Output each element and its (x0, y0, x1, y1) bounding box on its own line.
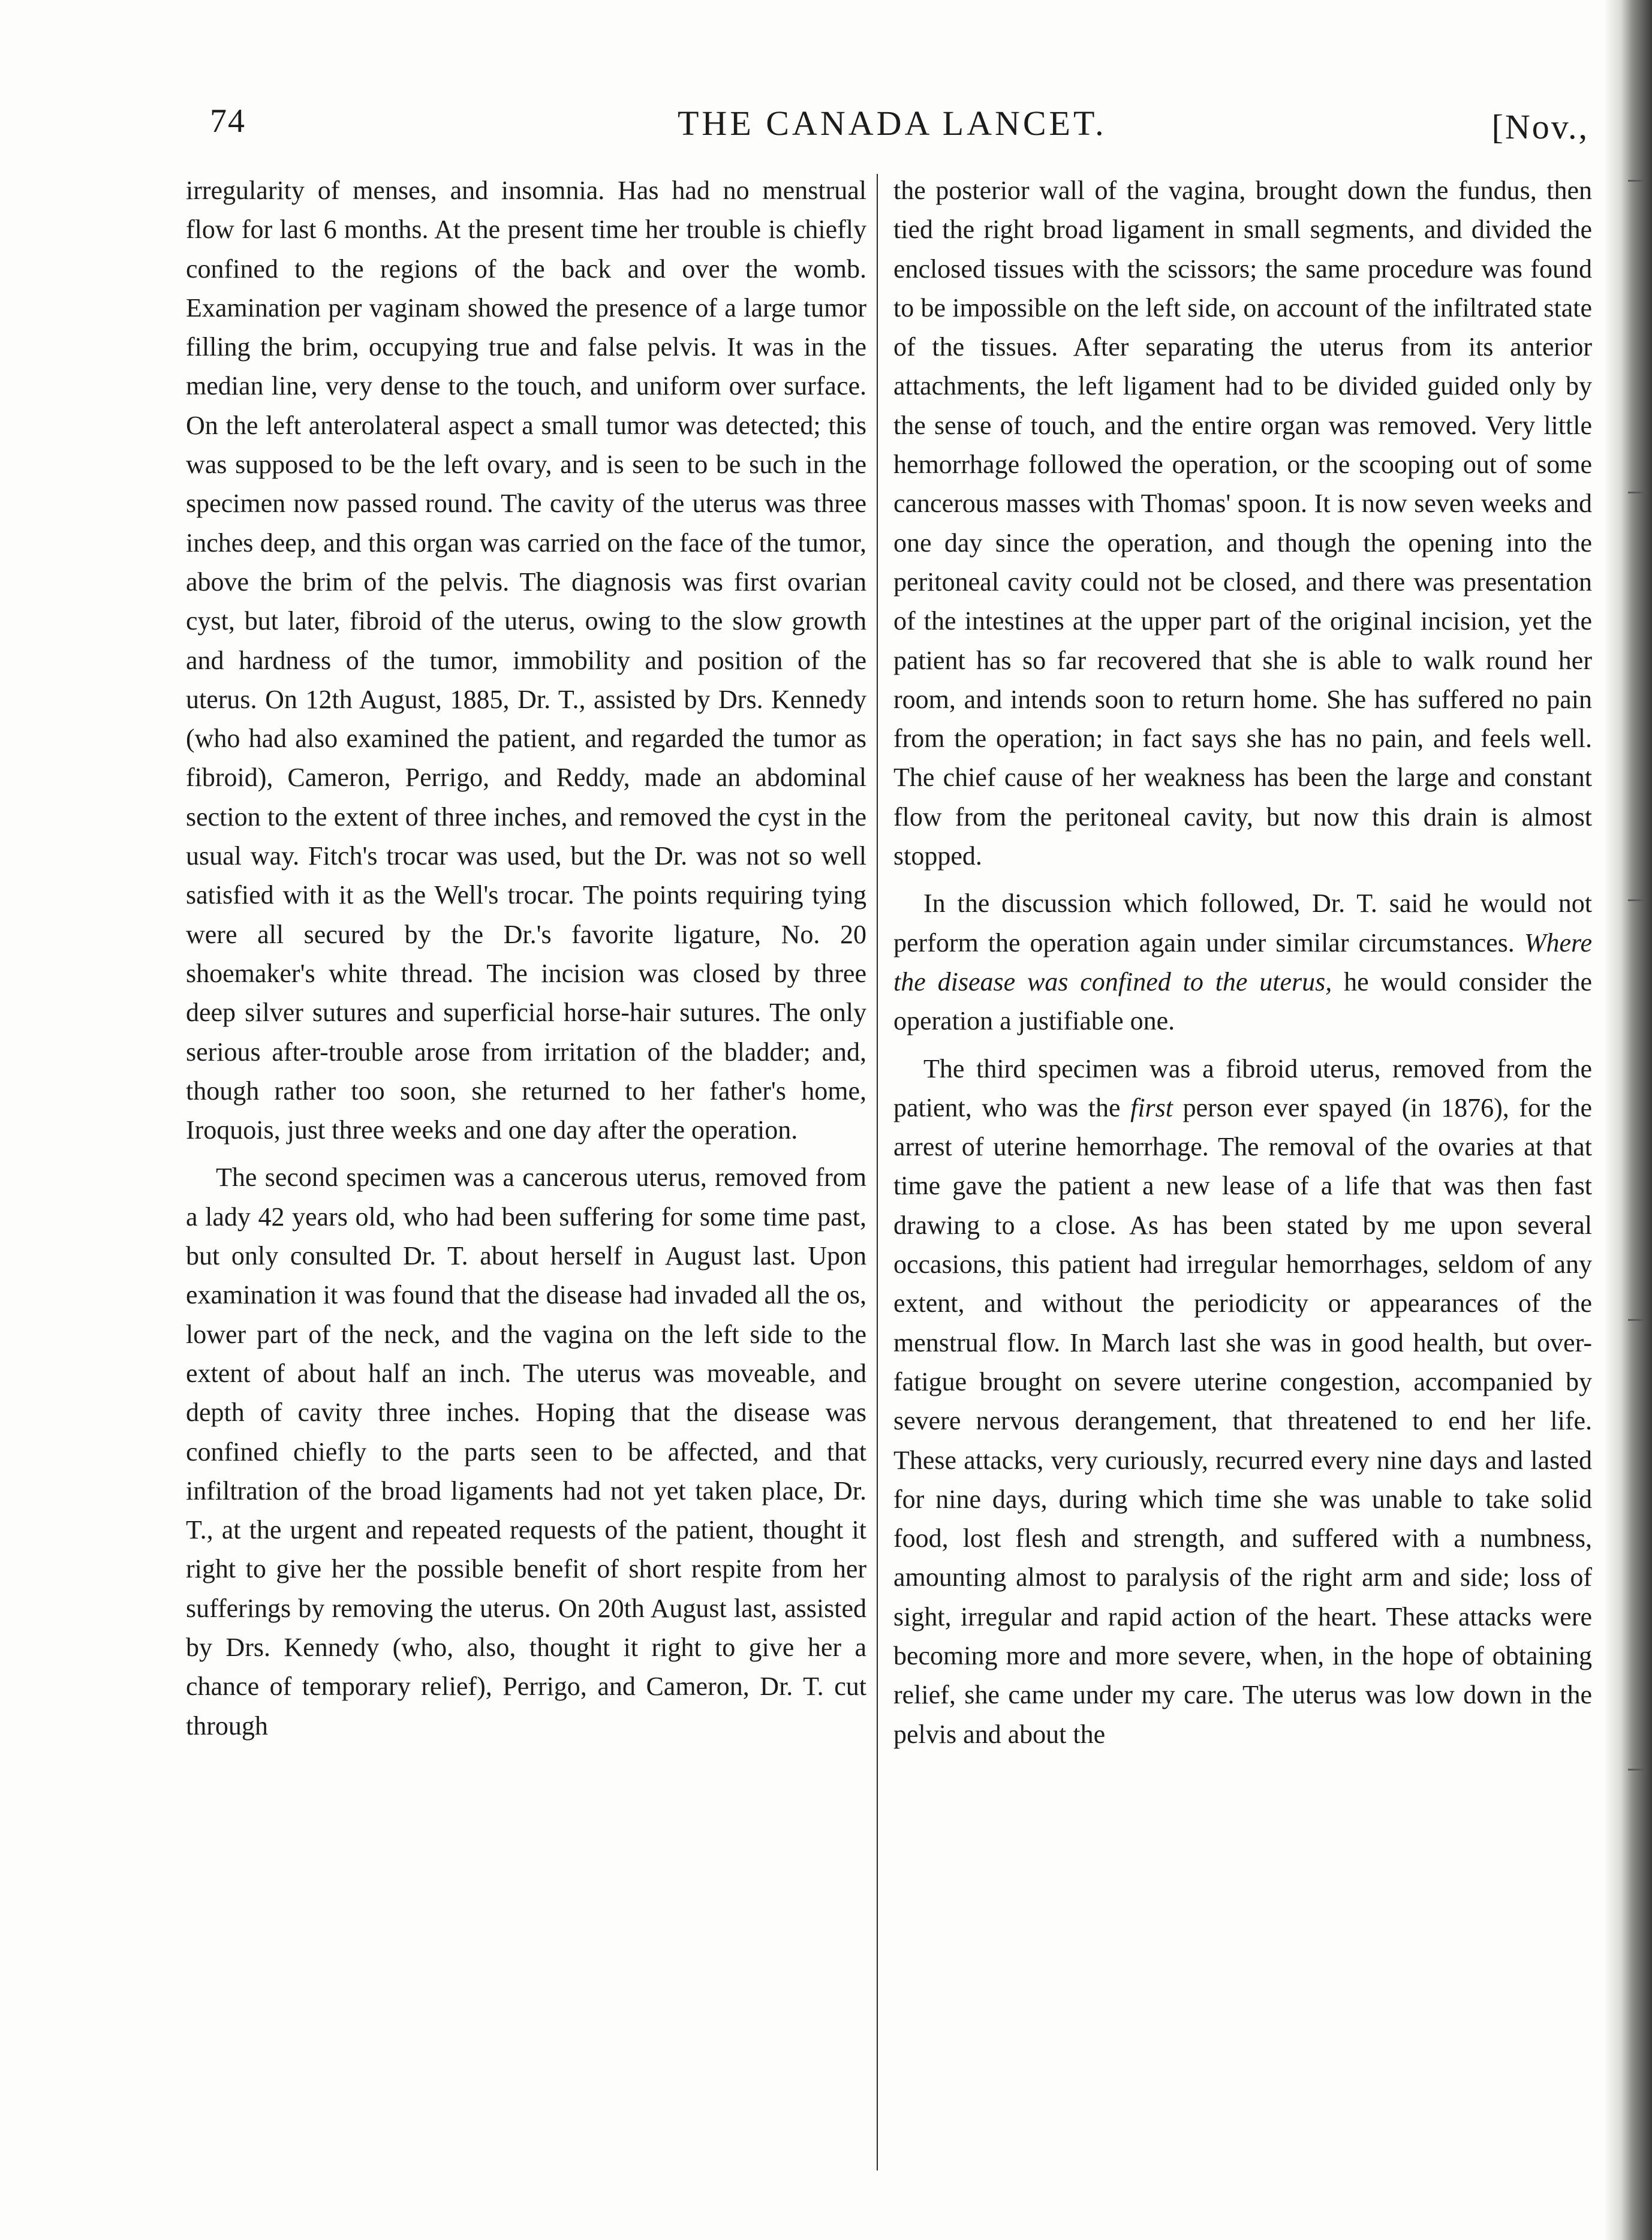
right-paragraph-3 (893, 1049, 1592, 1754)
edge-mark (1628, 492, 1646, 493)
edge-mark (1628, 899, 1646, 901)
paragraph-text: The third specimen was a fibroid uterus, removed from the patient, who was the (893, 1053, 1592, 1122)
right-paragraph-2 (893, 884, 1592, 1040)
edge-mark (1628, 1319, 1646, 1321)
edge-mark (1628, 1769, 1646, 1771)
issue-month: [Nov., (1491, 107, 1589, 146)
paragraph-text: In the discussion which followed, Dr. T. said he would not perform the operation again under similar circumstances. (893, 889, 1592, 958)
paragraph-text: person ever spayed (in 1876), for the arrest of uterine hemorrhage. The removal of the ovaries at that time gave the patient a new lease of a life that was then fast drawing to a close. As has been stated by me upon several occasions, this patient had irregular hemorrhages, seldom of any extent, and without the periodicity or appearances of the menstrual flow. In March last she was in good health, but over-fatigue brought on severe uterine congestion, accompanied by severe nervous derangement, that threatened to end her life. These attacks, very curiously, recurred every nine days and lasted for nine days, during which time she was unable to take solid food, lost flesh and strength, and suffered with a numbness, amounting almost to paralysis of the right arm and side; loss of sight, irregular and rapid action of the heart. These attacks were becoming more and more severe, when, in the hope of obtaining relief, she came under my care. The uterus was low down in the pelvis and about the (893, 1092, 1592, 1749)
right-paragraph-1: the posterior wall of the vagina, brought down the fundus, then tied the right broad ligament in small segments, and divided the enclosed tissues with the scissors; the same procedure was found to be impossible on the left side, on account of the infiltrated state of the tissues. After separating the uterus from its anterior attachments, the left ligament had to be divided guided only by the sense of touch, and the entire organ was removed. Very little hemorrhage followed the operation, or the scooping out of some cancerous masses with Thomas' spoon. It is now seven weeks and one day since the operation, and though the opening into the peritoneal cavity could not be closed, and there was presentation of the intestines at the upper part of the original incision, yet the patient has so far recovered that she is able to walk round her room, and intends soon to return home. She has suffered no pain from the operation; in fact says she has no pain, and feels well. The chief cause of her weakness has been the large and constant flow from the peritoneal cavity, but now this drain is almost stopped. (893, 176, 1592, 871)
column-divider (877, 174, 878, 2170)
left-column (186, 171, 866, 1745)
running-title: THE CANADA LANCET. (678, 104, 1107, 143)
left-paragraph-1: irregularity of menses, and insomnia. Has had no menstrual flow for last 6 months. At the present time her trouble is chiefly confined to the regions of the back and over the womb. Examination per vaginam showed the presence of a large tumor filling the brim, occupying true and false pelvis. It was in the median line, very dense to the touch, and uniform over surface. On the left anterolateral aspect a small tumor was detected; this was supposed to be the left ovary, and is seen to be such in the specimen now passed round. The cavity of the uterus was three inches deep, and this organ was carried on the face of the tumor, above the brim of the pelvis. The diagnosis was first ovarian cyst, but later, fibroid of the uterus, owing to the slow growth and hardness of the tumor, immobility and position of the uterus. On 12th August, 1885, Dr. T., assisted by Drs. Kennedy (who had also examined the patient, and regarded the tumor as fibroid), Cameron, Perrigo, and Reddy, made an abdominal section to the extent of three inches, and removed the cyst in the usual way. Fitch's trocar was used, but the Dr. was not so well satisfied with it as the Well's trocar. The points requiring tying were all secured by the Dr.'s favorite ligature, No. 20 shoemaker's white thread. The incision was closed by three deep silver sutures and superficial horse-hair sutures. The only serious after-trouble arose from irritation of the bladder; and, though rather too soon, she returned to her father's home, Iroquois, just three weeks and one day after the operation. (186, 176, 866, 1145)
italic-emphasis: first (1130, 1092, 1173, 1122)
edge-mark (1628, 180, 1646, 182)
right-column (893, 171, 1592, 1754)
page-header (210, 102, 1589, 156)
scanned-page-edge (1604, 0, 1652, 2240)
page-number: 74 (210, 103, 246, 140)
left-paragraph-2: The second specimen was a cancerous uterus, removed from a lady 42 years old, who had been suffering for some time past, but only consulted Dr. T. about herself in August last. Upon examination it was found that the disease had invaded all the os, lower part of the neck, and the vagina on the left side to the extent of about half an inch. The uterus was moveable, and depth of cavity three inches. Hoping that the disease was confined chiefly to the parts seen to be affected, and that infiltration of the broad ligaments had not yet taken place, Dr. T., at the urgent and repeated requests of the patient, thought it right to give her the possible benefit of short respite from her sufferings by removing the uterus. On 20th August last, assisted by Drs. Kennedy (who, also, thought it right to give her a chance of temporary relief), Perrigo, and Cameron, Dr. T. cut through (186, 1163, 866, 1741)
paragraph-text: he would consider the operation a justifiable one. (893, 967, 1593, 1036)
italic-emphasis: Where the disease was confined to the uterus, (893, 928, 1593, 996)
